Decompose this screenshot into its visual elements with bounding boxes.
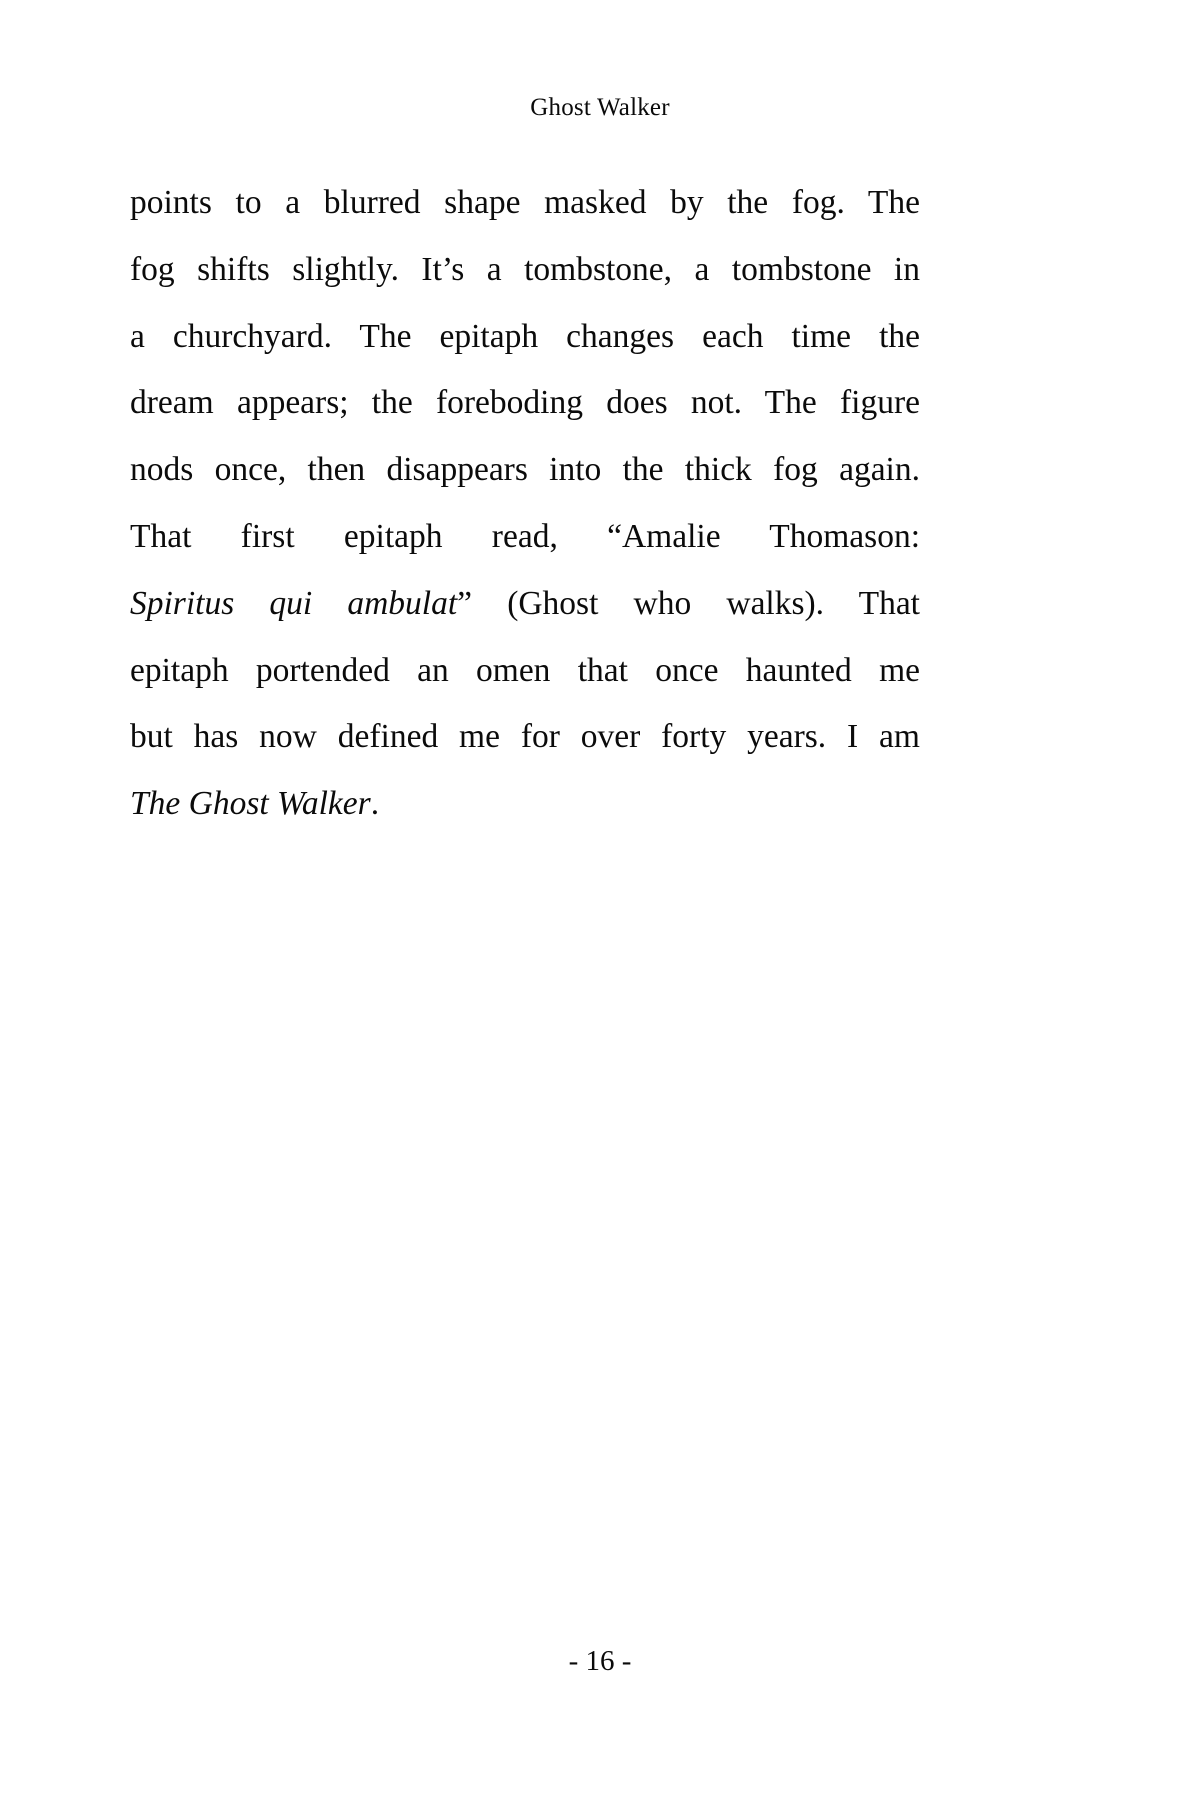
- text-line: a churchyard. The epitaph changes each time the: [130, 317, 920, 355]
- text-line: points to a blurred shape masked by the fog. The: [130, 184, 920, 221]
- body-text-block: [130, 170, 920, 838]
- text-line: epitaph portended an omen that once haunted me: [130, 651, 920, 689]
- text-line: but has now defined me for over forty years. I am: [130, 718, 920, 756]
- text-line: dream appears; the foreboding does not. The figure: [130, 384, 920, 422]
- paragraph: [130, 170, 920, 838]
- text-line: fog shifts slightly. It’s a tombstone, a tombstone in: [130, 250, 920, 288]
- text-line: nods once, then disappears into the thick fog again.: [130, 451, 920, 489]
- text-line-final: [130, 771, 920, 838]
- text-line-with-latin-phrase: [130, 571, 920, 638]
- running-head: Ghost Walker: [530, 94, 670, 121]
- latin-epitaph-translation: ” (Ghost who walks). That: [457, 584, 920, 622]
- final-period: .: [370, 785, 380, 823]
- latin-epitaph-italic: Spiritus qui ambulat: [130, 584, 458, 622]
- text-line: That first epitaph read, “Amalie Thomason:: [130, 517, 920, 555]
- book-title-italic: The Ghost Walker: [130, 785, 371, 823]
- page-number: - 16 -: [568, 1645, 632, 1677]
